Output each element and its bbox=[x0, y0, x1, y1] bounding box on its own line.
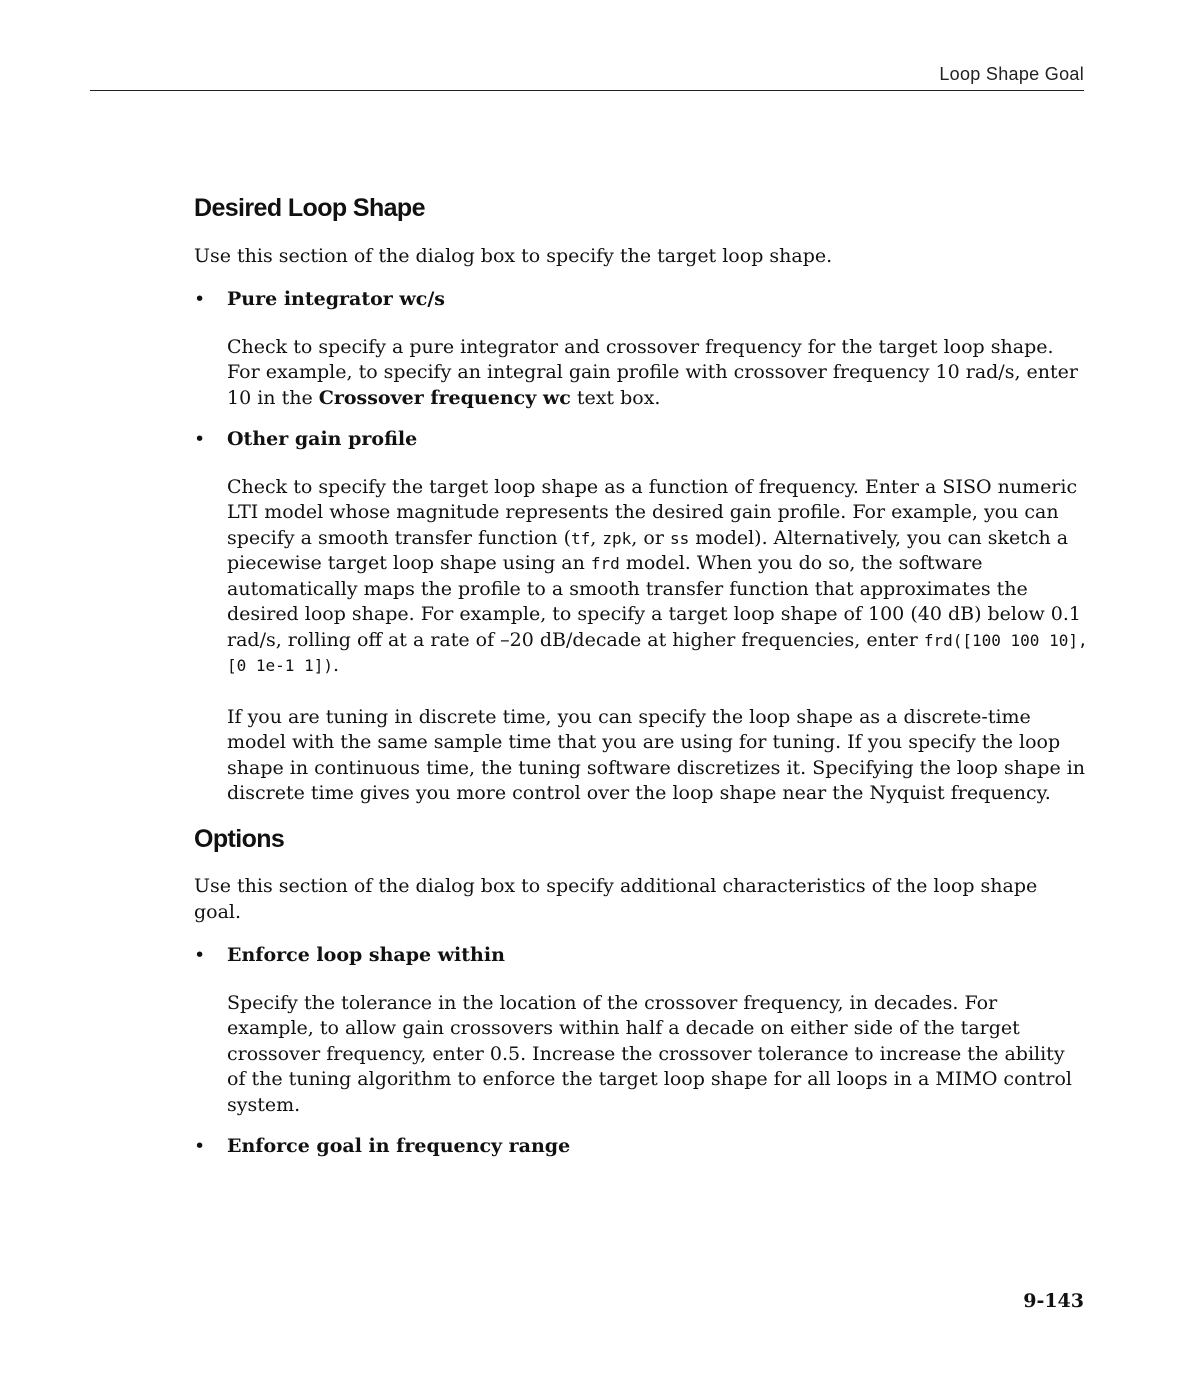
section-heading-desired-loop-shape: Desired Loop Shape bbox=[194, 194, 425, 222]
bullet-enforce-loop-shape-within bbox=[194, 943, 1089, 969]
bullet-label: Other gain profile bbox=[227, 428, 418, 450]
other-gain-profile-description bbox=[194, 475, 1089, 679]
crossover-frequency-term: Crossover frequency wc bbox=[318, 386, 571, 409]
page-header bbox=[90, 58, 1084, 91]
desired-intro: Use this section of the dialog box to specify the target loop shape. bbox=[194, 244, 833, 267]
text-run: text box. bbox=[570, 386, 661, 409]
enforce-loop-shape-description: Specify the tolerance in the location of the crossover frequency, in decades. For example, to allow gain crossovers within half a decade on either side of the target crossover frequency, enter 0.5. Increase the crossover tolerance to increase the ability of the tuning algorithm to enforce the target loop shape for all loops in a MIMO control system. bbox=[227, 991, 1072, 1116]
bullet-dot-icon: • bbox=[194, 428, 206, 450]
text-run: , bbox=[590, 526, 603, 549]
page-content bbox=[194, 196, 1089, 1182]
code-frd: frd bbox=[590, 554, 620, 573]
code-zpk: zpk bbox=[602, 528, 632, 548]
bullet-dot-icon: • bbox=[194, 1135, 206, 1157]
page-number: 9-143 bbox=[1023, 1290, 1084, 1312]
bullet-enforce-goal-frequency-range bbox=[194, 1134, 1089, 1160]
running-title: Loop Shape Goal bbox=[939, 64, 1084, 84]
bullet-label: Enforce goal in frequency range bbox=[227, 1135, 571, 1157]
text-run: model). Alternatively, you can sketch a piecewise target loop shape using an bbox=[227, 526, 1069, 574]
code-ss: ss bbox=[669, 528, 690, 548]
code-frd-example: frd([100 100 10],[0 1e-1 1]) bbox=[227, 630, 1088, 675]
bullet-label: Pure integrator wc/s bbox=[227, 288, 445, 310]
bullet-other-gain-profile bbox=[194, 427, 1089, 453]
text-run: Check to specify a pure integrator and crossover frequency for the target loop shape. For example, to specify an integral gain profile with crossover frequency 10 rad/s, enter 10 in the bbox=[227, 335, 1078, 409]
text-run: Check to specify the target loop shape as a function of frequency. Enter a SISO numeric LTI model whose magnitude represents the desired gain profile. For example, you can specify a smooth transfer function ( bbox=[227, 475, 1078, 549]
bullet-label: Enforce loop shape within bbox=[227, 944, 505, 966]
section-heading-options: Options bbox=[194, 824, 285, 853]
bullet-pure-integrator bbox=[194, 287, 1089, 313]
options-intro: Use this section of the dialog box to specify additional characteristics of the loop shape goal. bbox=[194, 875, 1038, 923]
bullet-dot-icon: • bbox=[194, 288, 206, 310]
text-run: model. When you do so, the software automatically maps the profile to a smooth transfer function that approximates the desired loop shape. For example, to specify a target loop shape of 100 (40 dB) below 0.1 rad/s, rolling off at a rate of –20 dB/decade at higher frequencies, enter bbox=[227, 552, 1081, 651]
bullet-dot-icon: • bbox=[194, 944, 206, 966]
pure-integrator-description bbox=[194, 335, 1089, 412]
discrete-time-description: If you are tuning in discrete time, you can specify the loop shape as a discrete-time model with the same sample time that you are using for tuning. If you specify the loop shape in continuous time, the tuning software discretizes it. Specifying the loop shape in discrete time gives you more control over the loop shape near the Nyquist frequency. bbox=[227, 705, 1086, 804]
text-run: , or bbox=[631, 526, 670, 549]
text-run: . bbox=[332, 654, 340, 676]
code-tf: tf bbox=[571, 528, 591, 548]
